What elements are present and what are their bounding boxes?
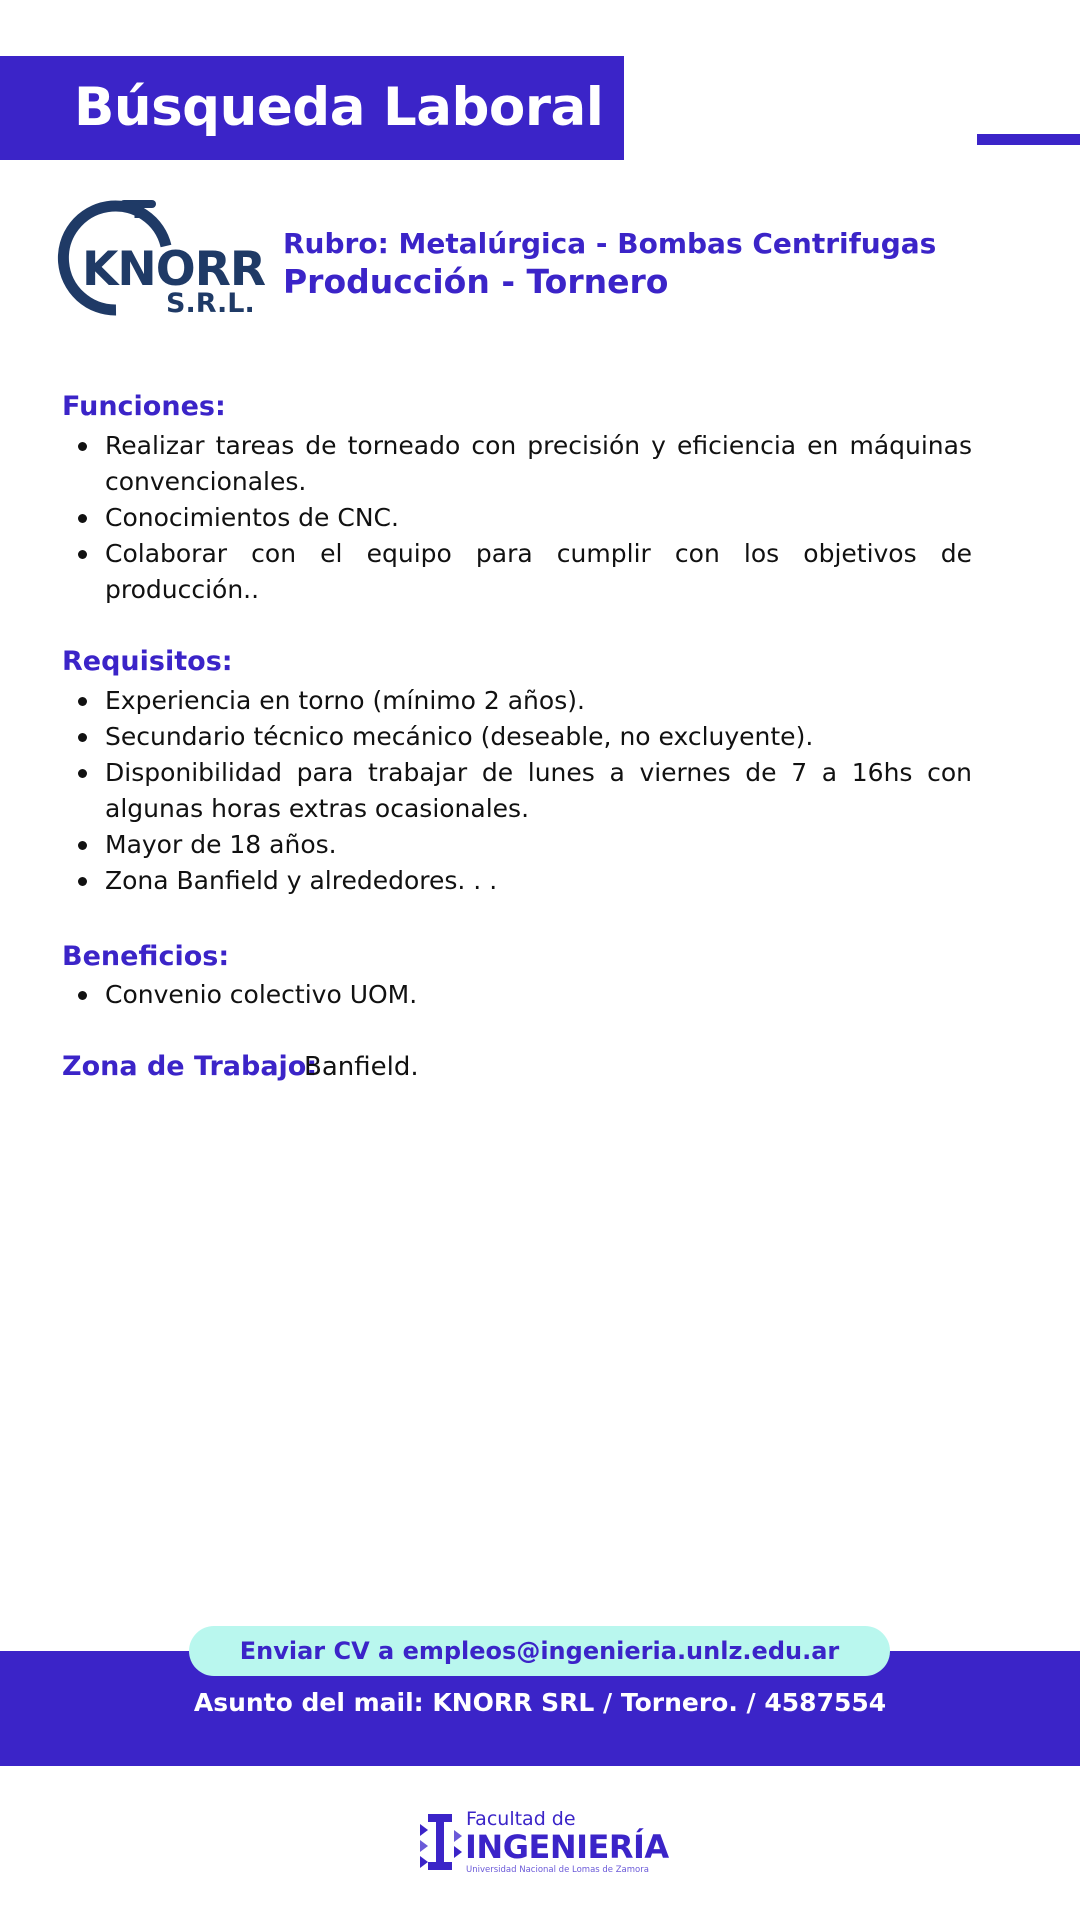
list-item: Colaborar con el equipo para cumplir con los objetivos de producción.. [62, 536, 972, 608]
header-banner [0, 56, 624, 160]
funciones-title: Funciones: [62, 391, 226, 422]
faculty-big-text: INGENIERÍA [465, 1828, 669, 1866]
funciones-list [62, 428, 972, 608]
email-subject-text: Asunto del mail: KNORR SRL / Tornero. / 4587554 [193, 1688, 887, 1717]
requisitos-title: Requisitos: [62, 646, 233, 677]
list-item: Convenio colectivo UOM. [62, 977, 972, 1013]
list-item: Mayor de 18 años. [62, 827, 972, 863]
list-item: Realizar tareas de torneado con precisión y eficiencia en máquinas convencionales. [62, 428, 972, 500]
page-title: Búsqueda Laboral [74, 77, 604, 138]
puesto-heading: Producción - Tornero [283, 262, 669, 301]
company-logo-suffix: S.R.L. [166, 288, 255, 319]
rubro-heading: Rubro: Metalúrgica - Bombas Centrifugas [283, 227, 937, 260]
list-item: Experiencia en torno (mínimo 2 años). [62, 683, 972, 719]
zona-value: Banfield. [304, 1052, 419, 1082]
send-cv-email-link[interactable]: Enviar CV a empleos@ingenieria.unlz.edu.ar [189, 1626, 890, 1676]
list-item: Secundario técnico mecánico (deseable, no excluyente). [62, 719, 972, 755]
list-item: Disponibilidad para trabajar de lunes a viernes de 7 a 16hs con algunas horas extras ocasionales. [62, 755, 972, 827]
faculty-logo [418, 1806, 678, 1878]
accent-line [977, 134, 1080, 145]
list-item: Conocimientos de CNC. [62, 500, 972, 536]
faculty-university-text: Universidad Nacional de Lomas de Zamora [466, 1865, 649, 1875]
zona-label: Zona de Trabajo: [62, 1051, 318, 1082]
company-logo [46, 198, 266, 323]
beneficios-title: Beneficios: [62, 941, 230, 972]
requisitos-list [62, 683, 972, 899]
company-logo-name: KNORR [82, 242, 266, 297]
list-item: Zona Banfield y alrededores. . . [62, 863, 972, 899]
faculty-small-text: Facultad de [466, 1808, 576, 1830]
beneficios-list [62, 977, 972, 1013]
faculty-emblem-icon [418, 1810, 462, 1874]
